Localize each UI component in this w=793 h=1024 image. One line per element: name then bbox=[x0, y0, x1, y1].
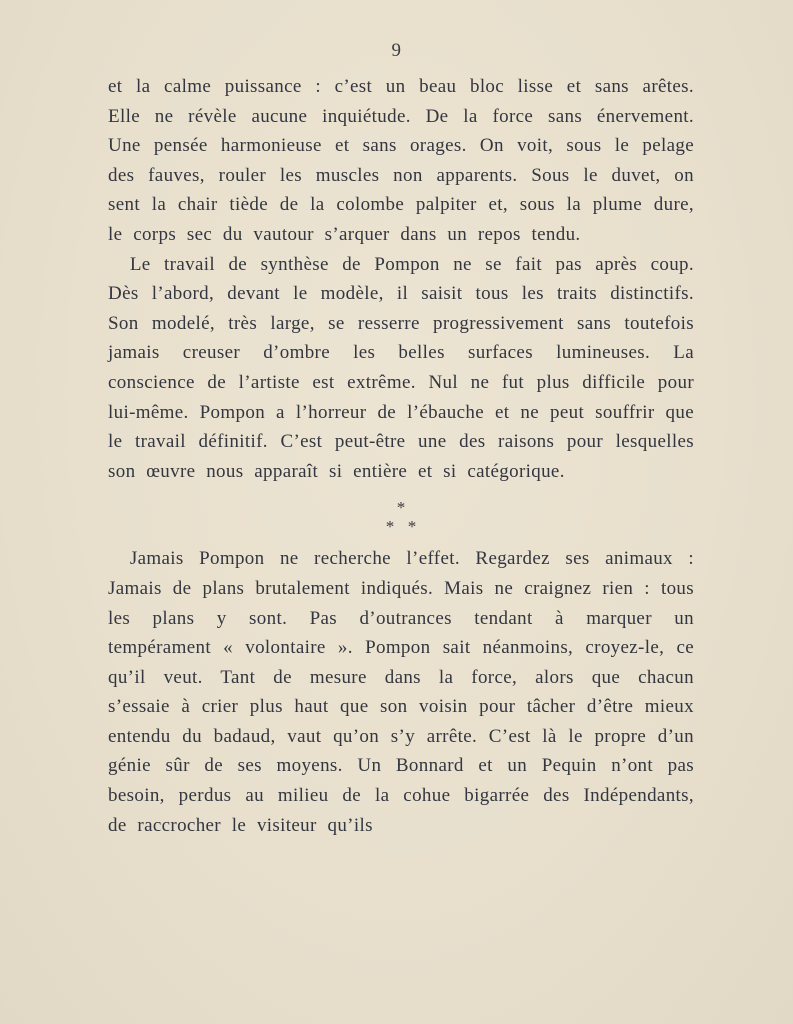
page-number: 9 bbox=[391, 40, 402, 61]
paragraph: Le travail de synthèse de Pompon ne se fait pas après coup. Dès l’abord, devant le modèle, il saisit tous les traits distinctifs. Son modelé, très large, se resserre progressivement sans toutefois jamais creuser d’ombre les belles surfaces lumineuses. La conscience de l’artiste est extrême. Nul ne fut plus difficile pour lui-même. Pompon a l’horreur de l’ébauche et ne peut souffrir que le travail définitif. C’est peut-être une des raisons pour lesquelles son œuvre nous apparaît si entière et si catégorique. bbox=[108, 253, 694, 482]
text-block bbox=[108, 72, 694, 840]
asterisk-separator-bottom: * * bbox=[385, 517, 417, 537]
asterisk-separator-top: * bbox=[396, 498, 406, 518]
paragraph: Jamais Pompon ne recherche l’effet. Regardez ses animaux : Jamais de plans brutalement indiqués. Mais ne craignez rien : tous les plans y sont. Pas d’outrances tendant à marquer un tempérament « volontaire ». Pompon sait néanmoins, croyez-le, ce qu’il veut. Tant de mesure dans la force, alors que chacun s’essaie à crier plus haut que son voisin pour tâcher d’être mieux entendu du badaud, vaut qu’on s’y arrête. C’est là le propre d’un génie sûr de ses moyens. Un Bonnard et un Pequin n’ont pas besoin, perdus au milieu de la cohue bigarrée des Indépendants, de raccrocher le visiteur qu’ils bbox=[108, 548, 694, 836]
paragraph-continuation: et la calme puissance : c’est un beau bloc lisse et sans arêtes. Elle ne révèle aucune inquiétude. De la force sans énervement. Une pensée harmonieuse et sans orages. On voit, sous le pelage des fauves, rouler les muscles non apparents. Sous le duvet, on sent la chair tiède de la colombe palpiter et, sous la plume dure, le corps sec du vautour s’arquer dans un repos tendu. bbox=[108, 76, 694, 245]
asterisk-separator bbox=[108, 486, 694, 544]
